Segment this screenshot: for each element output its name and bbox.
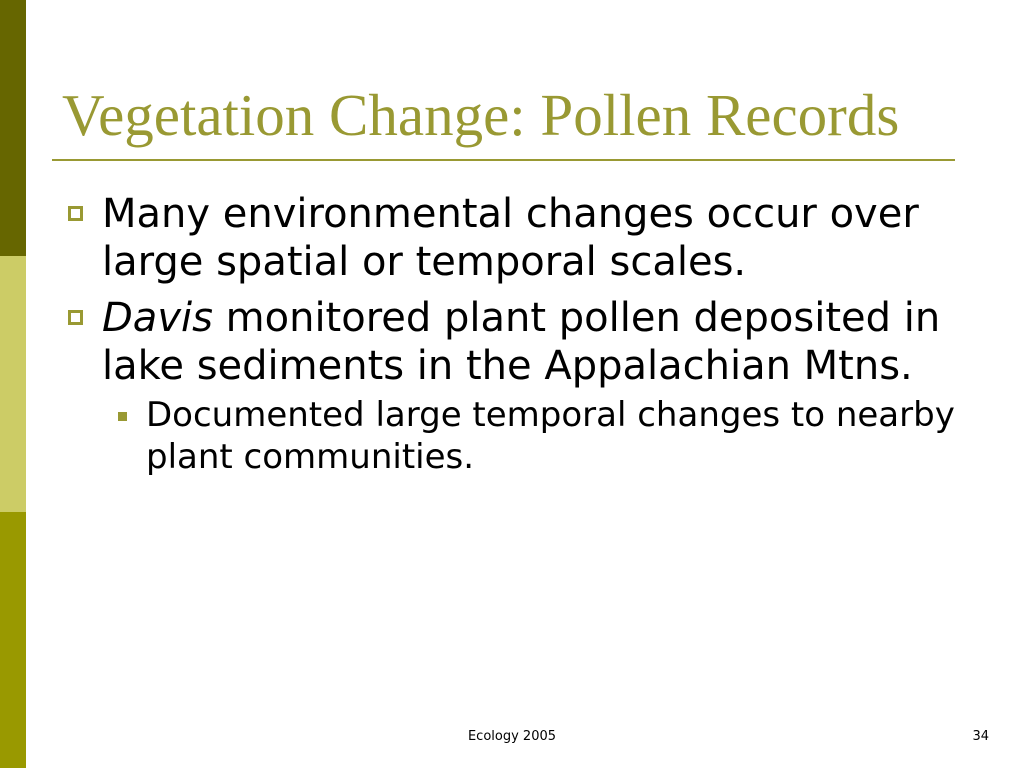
- sub-bullet-list: [102, 394, 975, 478]
- footer-text: Ecology 2005: [467, 729, 557, 744]
- bullet-list: [62, 190, 975, 486]
- bullet-item: [62, 190, 975, 286]
- sidebar-block-top: [0, 0, 26, 256]
- bullet-item: [62, 294, 975, 478]
- bullet-emphasis: Davis: [102, 295, 213, 341]
- sub-bullet-item: [102, 394, 975, 478]
- hollow-square-bullet-icon: [68, 310, 83, 325]
- hollow-square-bullet-icon: [68, 206, 83, 221]
- slide-title: Vegetation Change: Pollen Records: [62, 82, 900, 148]
- bullet-text: monitored plant pollen deposited in lake sediments in the Appalachian Mtns.: [102, 295, 941, 389]
- filled-square-bullet-icon: [118, 412, 127, 421]
- sidebar-block-middle: [0, 256, 26, 512]
- bullet-text: Many environmental changes occur over large spatial or temporal scales.: [102, 191, 919, 285]
- sub-bullet-text: Documented large temporal changes to nearby plant communities.: [146, 395, 955, 477]
- page-number: 34: [972, 729, 989, 744]
- title-divider: [52, 159, 955, 161]
